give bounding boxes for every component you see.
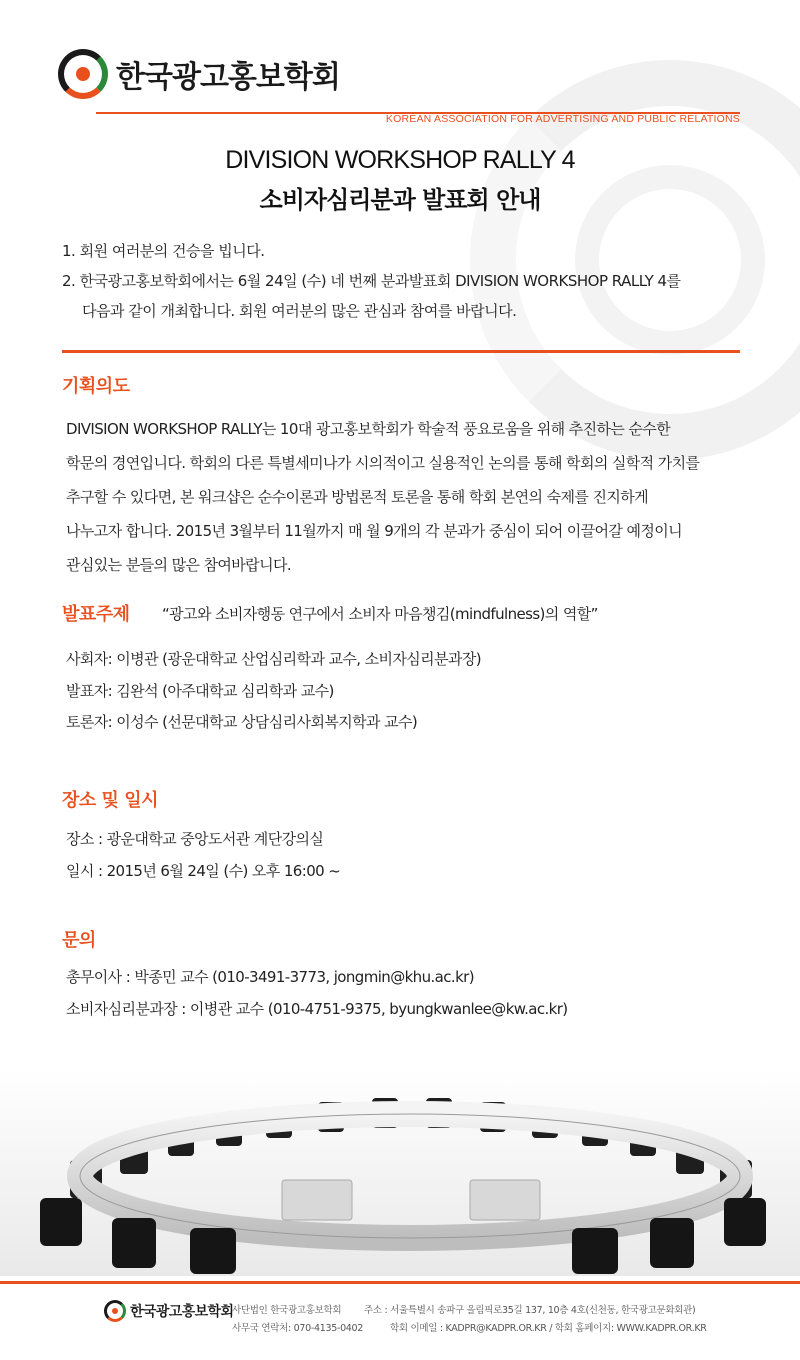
- footer-logo: [104, 1300, 233, 1322]
- venue-datetime: 일시 : 2015년 6월 24일 (수) 오후 16:00 ~: [66, 861, 341, 880]
- discussant: 토론자: 이성수 (선문대학교 상담심리사회복지학과 교수): [66, 713, 418, 731]
- topic-quote: “광고와 소비자행동 연구에서 소비자 마음챙김(mindfulness)의 역할”: [162, 605, 598, 623]
- header-logo: [58, 46, 340, 102]
- purpose-heading: 기획의도: [62, 376, 130, 397]
- footer-corp: 사단법인 한국광고홍보학회: [232, 1305, 342, 1316]
- contact-body: [66, 962, 756, 1025]
- intro-item-2-line-1: 2. 한국광고홍보학회에서는 6월 24일 (수) 네 번째 분과발표회 DIVISION WORKSHOP RALLY 4를: [62, 272, 681, 290]
- purpose-body: [66, 412, 756, 582]
- kadpr-logo-icon: [58, 49, 108, 99]
- venue-body: [66, 824, 756, 887]
- presenter: 발표자: 김완석 (아주대학교 심리학과 교수): [66, 681, 334, 700]
- contact-line-2: 소비자심리분과장 : 이병관 교수 (010-4751-9375, byungkwanlee@kw.ac.kr): [66, 999, 568, 1018]
- contact-heading: 문의: [62, 930, 96, 951]
- footer-email-web: 학회 이메일 : KADPR@KADPR.OR.KR / 학회 홈페이지: WWW.KADPR.OR.KR: [390, 1323, 707, 1334]
- footer-address: 주소 : 서울특별시 송파구 올림픽로35길 137, 10층 4호(신천동, 한국광고문화회관): [364, 1305, 696, 1316]
- footer-phone: 사무국 연락처: 070-4135-0402: [232, 1323, 364, 1334]
- purpose-line: 학문의 경연입니다. 학회의 다른 특별세미나가 시의적이고 실용적인 논의를 통해 학회의 실학적 가치를: [66, 454, 700, 472]
- venue-heading: 장소 및 일시: [62, 790, 158, 811]
- purpose-line: 나누고자 합니다. 2015년 3월부터 11월까지 매 월 9개의 각 분과가 중심이 되어 이끌어갈 예정이니: [66, 522, 683, 540]
- org-name-english: KOREAN ASSOCIATION FOR ADVERTISING AND PUBLIC RELATIONS: [385, 113, 740, 125]
- intro-item-2-line-2: 다음과 같이 개최합니다. 회원 여러분의 많은 관심과 참여를 바랍니다.: [82, 302, 517, 320]
- purpose-line: DIVISION WORKSHOP RALLY는 10대 광고홍보학회가 학술적 풍요로움을 위해 추진하는 순수한: [66, 420, 671, 438]
- intro-block: [62, 236, 752, 326]
- speakers-list: [66, 644, 756, 739]
- topic-heading: 발표주제: [62, 604, 130, 625]
- intro-item-1: 1. 회원 여러분의 건승을 빕니다.: [62, 242, 265, 260]
- purpose-line: 추구할 수 있다면, 본 워크샵은 순수이론과 방법론적 토론을 통해 학회 본연의 숙제를 진지하게: [66, 488, 649, 506]
- kadpr-logo-icon: [104, 1300, 126, 1322]
- org-name: 한국광고홍보학회: [116, 60, 340, 95]
- footer-rule: [0, 1281, 800, 1284]
- page-title: DIVISION WORKSHOP RALLY 4: [225, 146, 575, 174]
- conference-table-icon: [0, 1068, 800, 1276]
- footer-org-name: 한국광고홍보학회: [130, 1304, 234, 1320]
- venue-place: 장소 : 광운대학교 중앙도서관 계단강의실: [66, 830, 324, 848]
- page-subtitle: 소비자심리분과 발표회 안내: [259, 186, 541, 214]
- contact-line-1: 총무이사 : 박종민 교수 (010-3491-3773, jongmin@khu.ac.kr): [66, 968, 474, 986]
- purpose-line: 관심있는 분들의 많은 참여바랍니다.: [66, 556, 292, 574]
- moderator: 사회자: 이병관 (광운대학교 산업심리학과 교수, 소비자심리분과장): [66, 650, 481, 668]
- section-divider: [62, 350, 740, 353]
